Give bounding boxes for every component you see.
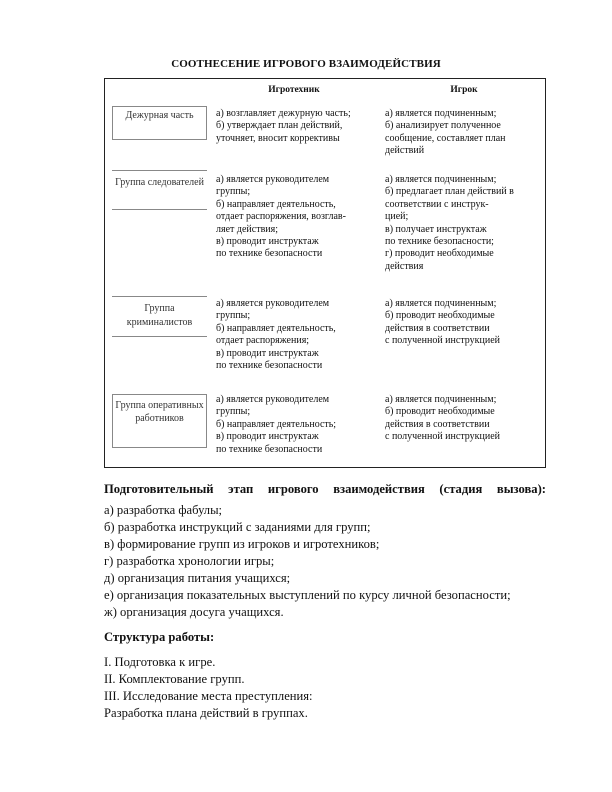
role-divider [112,336,207,337]
technician-cell-duty-unit: а) возглавляет дежурную часть; б) утверждает план действий, уточняет, вносит коррективы [216,108,351,144]
role-investigators: Группа следователей [115,177,204,188]
technician-cell-forensics: а) является руководителем группы; б) направляет деятельность, отдает распоряжения; в) проводит инструктаж по технике безопасности [216,298,336,372]
role-operatives: Группа оперативных работников [112,394,207,448]
list-item: I. Подготовка к игре. [104,655,216,669]
player-cell-investigators: а) является подчиненным; б) предлагает план действий в соответствии с инструк- цией; в) получает инструктаж по технике безопасности; г) проводит необходимые действия [385,174,514,272]
column-header-technician: Игротехник [268,85,320,95]
list-item: в) формирование групп из игроков и игротехников; [104,537,380,551]
player-cell-operatives: а) является подчиненным; б) проводит необходимые действия в соответствии с полученной инструкцией [385,394,501,443]
structure-heading: Структура работы: [104,630,215,644]
technician-cell-investigators: а) является руководителем группы; б) направляет деятельность, отдает распоряжения, возглав- ляет действия; в) проводит инструктаж по технике безопасности [216,174,346,260]
structure-list [104,654,313,722]
page-title: СООТНЕСЕНИЕ ИГРОВОГО ВЗАИМОДЕЙСТВИЯ [171,58,441,70]
role-divider [112,296,207,297]
list-item: II. Комплектование групп. [104,672,245,686]
list-item: е) организация показательных выступлений по курсу личной безопасности; [104,588,511,602]
list-item: ж) организация досуга учащихся. [104,605,284,619]
role-divider [112,209,207,210]
technician-cell-operatives: а) является руководителем группы; б) направляет деятельность; в) проводит инструктаж по технике безопасности [216,394,337,455]
list-item: г) разработка хронологии игры; [104,554,275,568]
list-item: Разработка плана действий в группах. [104,706,308,720]
list-item: III. Исследование места преступления: [104,689,313,703]
list-item: а) разработка фабулы; [104,503,223,517]
player-cell-duty-unit: а) является подчиненным; б) анализирует полученное сообщение, составляет план действий [385,108,506,157]
role-divider [112,170,207,171]
column-header-player: Игрок [450,85,478,95]
list-item: б) разработка инструкций с заданиями для групп; [104,520,371,534]
list-item: д) организация питания учащихся; [104,571,291,585]
player-cell-forensics: а) является подчиненным; б) проводит необходимые действия в соответствии с полученной инструкцией [385,298,501,347]
role-forensics: Группа криминалистов [126,303,193,328]
prep-stage-heading: Подготовительный этап игрового взаимодействия (стадия вызова): [104,482,546,496]
prep-stage-list [104,502,511,621]
role-duty-unit: Дежурная часть [112,106,207,140]
